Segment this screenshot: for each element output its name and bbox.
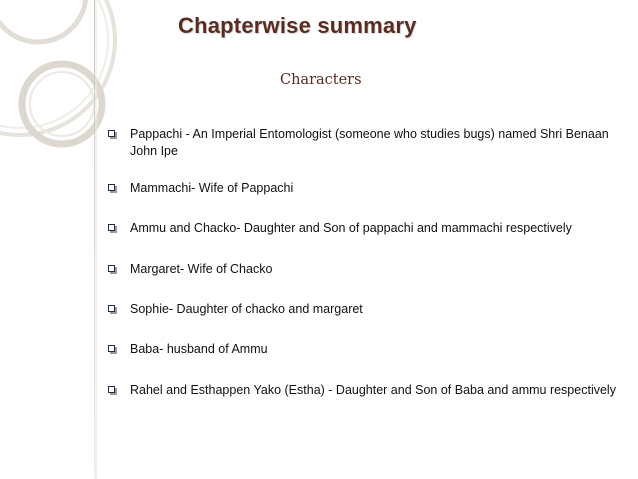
section-subtitle: Characters bbox=[280, 72, 362, 88]
list-item bbox=[108, 126, 633, 160]
list-item bbox=[108, 261, 633, 278]
list-item bbox=[108, 180, 633, 197]
list-item-text: Ammu and Chacko- Daughter and Son of pappachi and mammachi respectively bbox=[130, 221, 572, 235]
square-bullet-icon bbox=[108, 305, 117, 314]
list-item-text: Mammachi- Wife of Pappachi bbox=[130, 181, 294, 195]
decorative-circles bbox=[0, 0, 160, 479]
square-bullet-icon bbox=[108, 386, 117, 395]
square-bullet-icon bbox=[108, 224, 117, 233]
list-item-text: Margaret- Wife of Chacko bbox=[130, 262, 273, 276]
list-item-text: Rahel and Esthappen Yako (Estha) - Daughter and Son of Baba and ammu respectively bbox=[130, 383, 616, 397]
vertical-divider-shadow bbox=[95, 0, 97, 479]
list-item-text: Pappachi - An Imperial Entomologist (someone who studies bugs) named Shri Benaan John Ipe bbox=[130, 127, 609, 158]
list-item bbox=[108, 341, 633, 358]
page-title: Chapterwise summary bbox=[178, 13, 417, 38]
list-item bbox=[108, 382, 633, 399]
square-bullet-icon bbox=[108, 130, 117, 139]
list-item-text: Baba- husband of Ammu bbox=[130, 342, 268, 356]
list-item bbox=[108, 301, 633, 318]
list-item-text: Sophie- Daughter of chacko and margaret bbox=[130, 302, 363, 316]
square-bullet-icon bbox=[108, 184, 117, 193]
square-bullet-icon bbox=[108, 265, 117, 274]
square-bullet-icon bbox=[108, 345, 117, 354]
list-item bbox=[108, 220, 633, 237]
